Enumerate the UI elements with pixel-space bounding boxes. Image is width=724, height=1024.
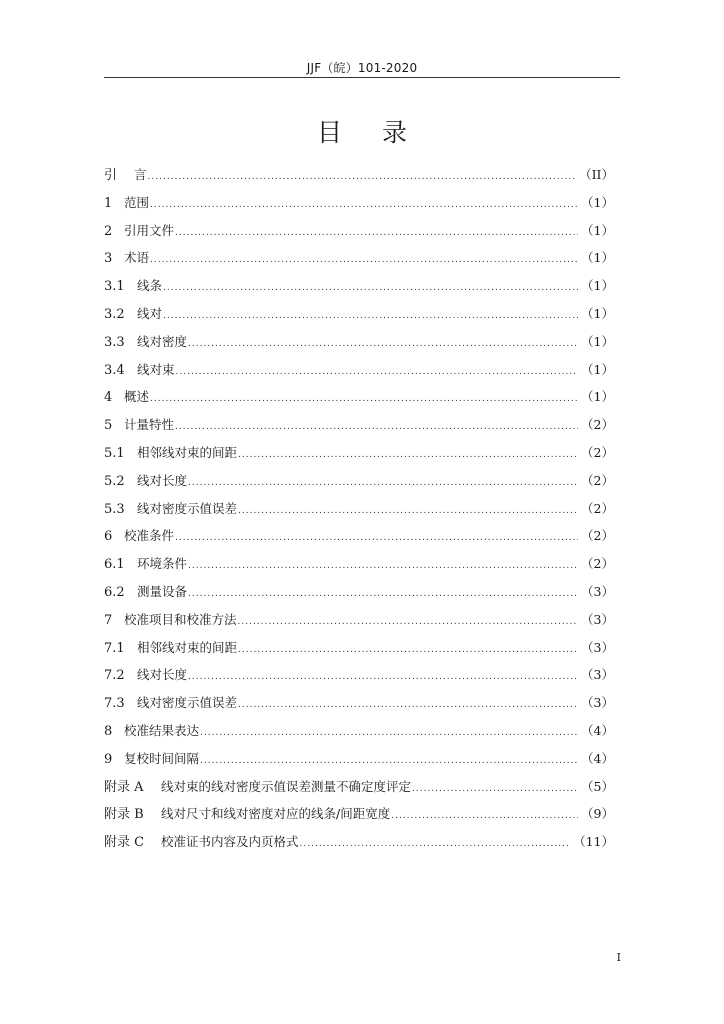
toc-entry-page: （2） bbox=[581, 444, 614, 460]
toc-entry-label: 线对束的线对密度示值误差测量不确定度评定 bbox=[161, 778, 412, 794]
toc-entry-number: 3.4 bbox=[104, 362, 125, 378]
toc-entry-page: （1） bbox=[581, 333, 614, 349]
toc-entry-number: 附录 B bbox=[104, 807, 144, 823]
toc-entry-page: （1） bbox=[581, 194, 614, 210]
toc-entry-page: （3） bbox=[581, 667, 614, 683]
toc-entry-number: 5 bbox=[104, 418, 113, 434]
toc-dot-leader bbox=[188, 473, 578, 493]
toc-entry-number: 9 bbox=[104, 751, 113, 767]
toc-entry-number: 7.1 bbox=[104, 640, 125, 656]
toc-entry-label: 校准项目和校准方法 bbox=[124, 611, 237, 627]
toc-dot-leader bbox=[163, 278, 578, 298]
toc-entry-number: 附录 A bbox=[104, 779, 144, 795]
toc-entry[interactable] bbox=[104, 221, 614, 249]
toc-entry-page: （3） bbox=[581, 695, 614, 711]
toc-entry-label: 相邻线对束的间距 bbox=[137, 444, 238, 460]
toc-entry-page: （3） bbox=[581, 583, 614, 599]
toc-dot-leader bbox=[176, 362, 579, 382]
toc-entry-number: 2 bbox=[104, 223, 113, 239]
toc-entry[interactable] bbox=[104, 693, 614, 721]
toc-entry-number: 6.1 bbox=[104, 557, 125, 573]
toc-entry[interactable] bbox=[104, 360, 614, 388]
toc-entry-number: 7.2 bbox=[104, 668, 125, 684]
toc-entry-number: 6.2 bbox=[104, 584, 125, 600]
toc-dot-leader bbox=[188, 584, 578, 604]
toc-entry-number: 3 bbox=[104, 251, 113, 267]
toc-dot-leader bbox=[175, 417, 578, 437]
toc-dot-leader bbox=[300, 834, 571, 854]
toc-entry-number: 1 bbox=[104, 195, 113, 211]
toc-entry[interactable] bbox=[104, 471, 614, 499]
toc-entry[interactable] bbox=[104, 415, 614, 443]
toc-entry-page: （1） bbox=[581, 305, 614, 321]
toc-entry-label: 测量设备 bbox=[137, 583, 188, 599]
toc-entry[interactable] bbox=[104, 526, 614, 554]
toc-entry-label: 线对尺寸和线对密度对应的线条/间距宽度 bbox=[161, 806, 391, 822]
toc-entry-label: 言 bbox=[134, 167, 147, 182]
toc-dot-leader bbox=[238, 695, 578, 715]
toc-entry-number: 8 bbox=[104, 723, 113, 739]
toc-dot-leader bbox=[391, 806, 578, 826]
toc-dot-leader bbox=[175, 223, 578, 243]
toc-entry-number: 4 bbox=[104, 390, 113, 406]
document-code-header: JJF（皖）101-2020 bbox=[306, 61, 418, 75]
toc-entry[interactable] bbox=[104, 749, 614, 777]
toc-entry-page: （11） bbox=[573, 834, 614, 850]
toc-entry[interactable] bbox=[104, 804, 614, 832]
toc-entry[interactable] bbox=[104, 721, 614, 749]
toc-entry-label: 概述 bbox=[124, 389, 150, 405]
toc-entry-number: 7 bbox=[104, 612, 113, 628]
toc-entry[interactable] bbox=[104, 610, 614, 638]
toc-entry[interactable] bbox=[104, 332, 614, 360]
toc-entry-number: 3.3 bbox=[104, 334, 125, 350]
toc-entry-number: 3.1 bbox=[104, 279, 125, 295]
toc-entry-label: 环境条件 bbox=[137, 556, 188, 572]
toc-entry-label: 校准证书内容及内页格式 bbox=[161, 834, 299, 850]
toc-entry-number: 5.3 bbox=[104, 501, 125, 517]
toc-entry-label: 线对密度 bbox=[137, 333, 188, 349]
toc-dot-leader bbox=[188, 556, 578, 576]
toc-entry-label: 校准结果表达 bbox=[124, 722, 200, 738]
toc-entry[interactable] bbox=[104, 665, 614, 693]
toc-entry-page: （2） bbox=[581, 556, 614, 572]
toc-entry[interactable] bbox=[104, 443, 614, 471]
toc-entry-page: （2） bbox=[581, 417, 614, 433]
toc-entry-number: 引 bbox=[104, 168, 118, 183]
toc-dot-leader bbox=[188, 667, 578, 687]
toc-entry[interactable] bbox=[104, 248, 614, 276]
toc-entry-page: （5） bbox=[581, 778, 614, 794]
toc-entry-label: 计量特性 bbox=[124, 417, 175, 433]
toc-entry-page: （3） bbox=[581, 611, 614, 627]
toc-entry-number: 6 bbox=[104, 529, 113, 545]
toc-entry-page: （4） bbox=[581, 750, 614, 766]
toc-title: 目 录 bbox=[317, 118, 423, 147]
toc-entry[interactable] bbox=[104, 193, 614, 221]
toc-entry-number: 5.1 bbox=[104, 445, 125, 461]
toc-entry-label: 线条 bbox=[137, 278, 163, 294]
page-number: I bbox=[616, 951, 621, 964]
toc-dot-leader bbox=[200, 723, 578, 743]
toc-dot-leader bbox=[412, 779, 578, 799]
toc-entry-label: 校准条件 bbox=[124, 528, 175, 544]
toc-entry[interactable] bbox=[104, 777, 614, 805]
toc-entry-label: 线对密度示值误差 bbox=[137, 695, 238, 711]
toc-entry-label: 引用文件 bbox=[124, 222, 175, 238]
toc-entry[interactable] bbox=[104, 276, 614, 304]
toc-entry[interactable] bbox=[104, 832, 614, 860]
toc-entry-page: （9） bbox=[581, 806, 614, 822]
toc-entry[interactable] bbox=[104, 554, 614, 582]
toc-entry-label: 线对密度示值误差 bbox=[137, 500, 238, 516]
toc-entry-number: 5.2 bbox=[104, 473, 125, 489]
toc-dot-leader bbox=[238, 501, 578, 521]
toc-dot-leader bbox=[238, 640, 578, 660]
toc-dot-leader bbox=[175, 528, 578, 548]
table-of-contents bbox=[104, 165, 614, 860]
toc-entry-label: 复校时间间隔 bbox=[124, 750, 200, 766]
toc-dot-leader bbox=[238, 445, 578, 465]
toc-entry-page: （2） bbox=[581, 500, 614, 516]
toc-entry-label: 相邻线对束的间距 bbox=[137, 639, 238, 655]
toc-entry-page: （4） bbox=[581, 722, 614, 738]
toc-entry-number: 附录 C bbox=[104, 835, 145, 851]
toc-entry-label: 线对长度 bbox=[137, 667, 188, 683]
toc-entry-page: （2） bbox=[581, 528, 614, 544]
toc-dot-leader bbox=[150, 389, 578, 409]
toc-dot-leader bbox=[188, 334, 578, 354]
toc-entry-page: （3） bbox=[581, 639, 614, 655]
toc-entry-number: 7.3 bbox=[104, 696, 125, 712]
toc-entry-page: （1） bbox=[581, 361, 614, 377]
toc-entry[interactable] bbox=[104, 499, 614, 527]
toc-entry-page: （II） bbox=[579, 167, 614, 182]
toc-entry-label: 术语 bbox=[124, 250, 150, 266]
toc-entry-page: （1） bbox=[581, 278, 614, 294]
toc-entry[interactable] bbox=[104, 638, 614, 666]
toc-dot-leader bbox=[150, 250, 578, 270]
toc-entry[interactable] bbox=[104, 387, 614, 415]
toc-entry-page: （1） bbox=[581, 250, 614, 266]
toc-dot-leader bbox=[200, 751, 578, 771]
toc-entry[interactable] bbox=[104, 582, 614, 610]
toc-entry[interactable] bbox=[104, 304, 614, 332]
toc-dot-leader bbox=[150, 195, 578, 215]
toc-entry-page: （2） bbox=[581, 472, 614, 488]
header-divider bbox=[104, 77, 620, 78]
toc-entry-label: 范围 bbox=[124, 194, 150, 210]
toc-entry-page: （1） bbox=[581, 389, 614, 405]
toc-dot-leader bbox=[238, 612, 579, 632]
toc-entry-number: 3.2 bbox=[104, 306, 125, 322]
toc-entry[interactable] bbox=[104, 165, 614, 193]
toc-entry-label: 线对束 bbox=[137, 361, 175, 377]
toc-dot-leader bbox=[148, 167, 577, 187]
toc-entry-page: （1） bbox=[581, 222, 614, 238]
toc-entry-label: 线对长度 bbox=[137, 472, 188, 488]
toc-dot-leader bbox=[163, 306, 578, 326]
toc-entry-label: 线对 bbox=[137, 305, 163, 321]
